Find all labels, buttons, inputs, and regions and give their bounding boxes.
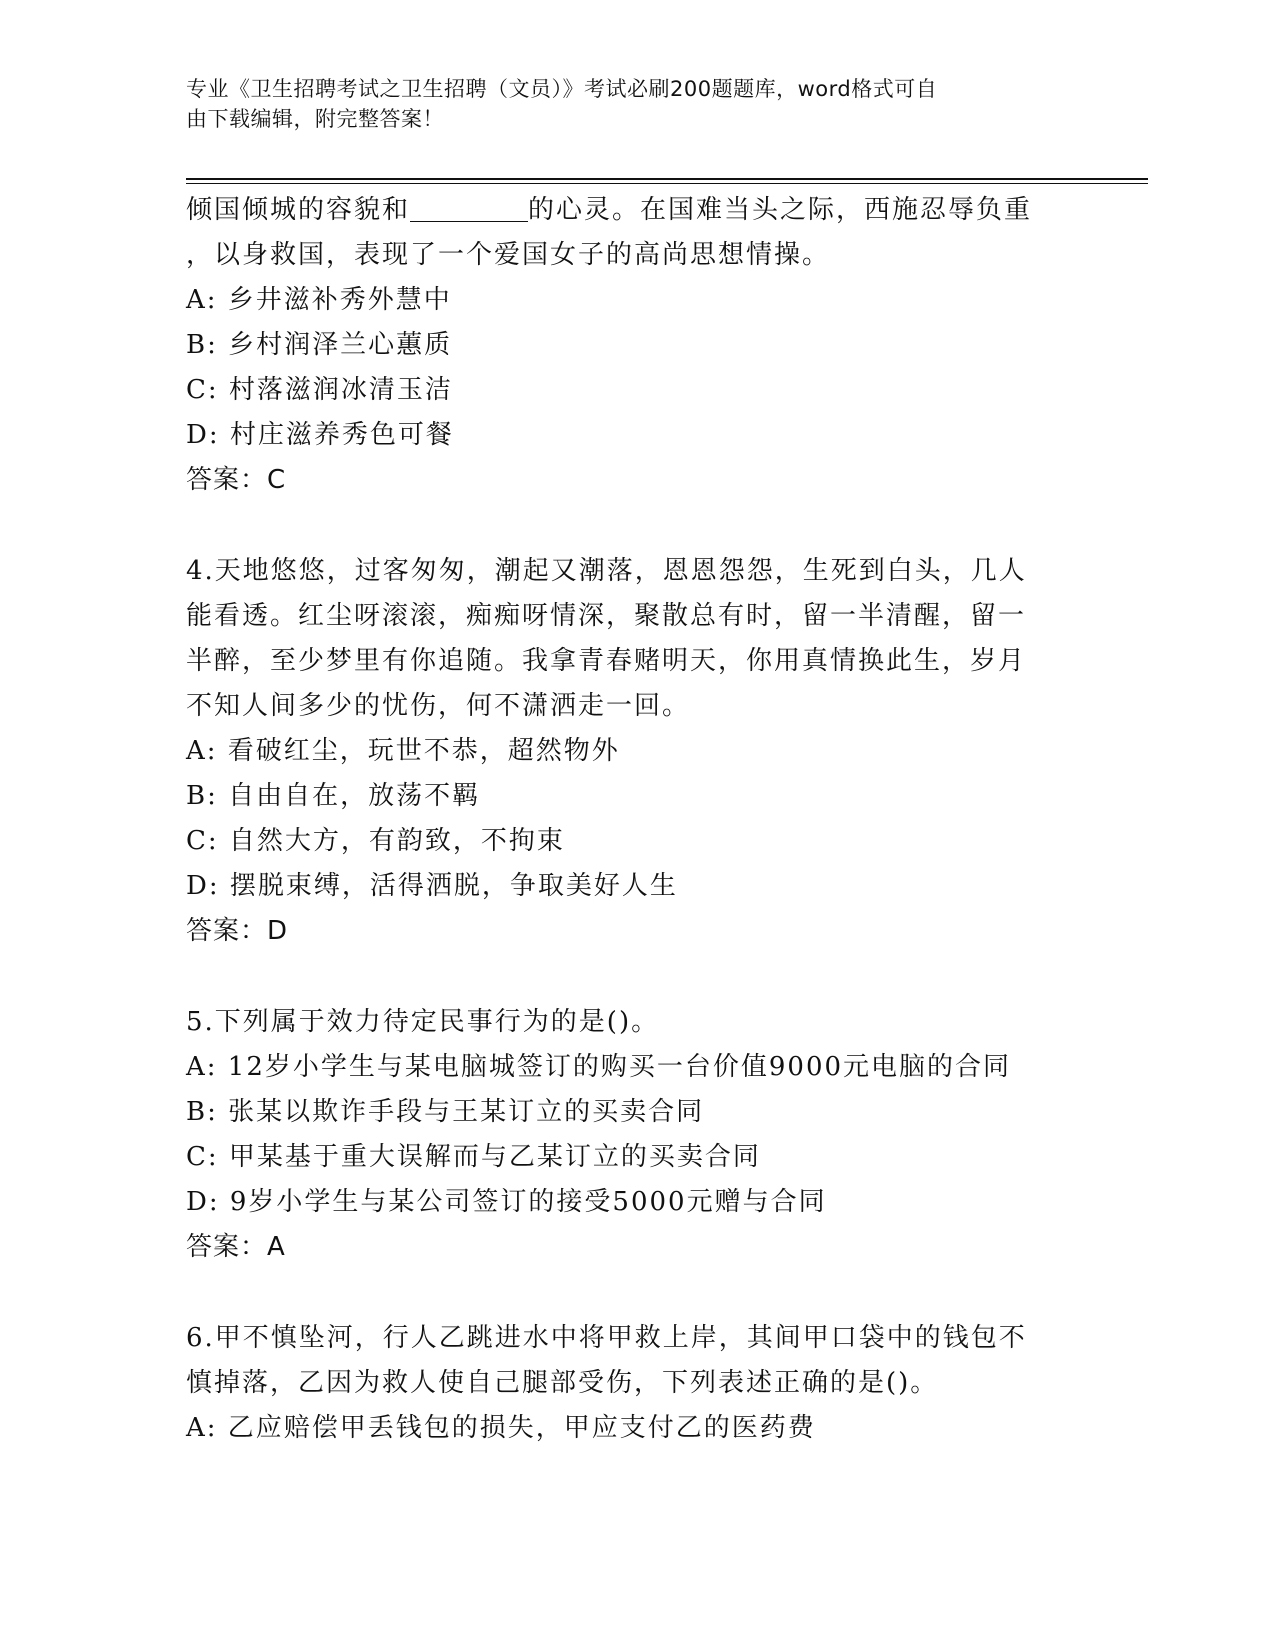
header-title-line-1: 专业《卫生招聘考试之卫生招聘（文员）》考试必刷200题题库，word格式可自	[186, 77, 938, 101]
option-d: D: 摆脱束缚，活得洒脱，争取美好人生	[186, 871, 678, 901]
option-a: A: 乡井滋补秀外慧中	[186, 285, 452, 315]
option-c: C: 村落滋润冰清玉洁	[186, 375, 453, 405]
option-d: D: 9岁小学生与某公司签订的接受5000元赠与合同	[186, 1187, 827, 1217]
answer: 答案：A	[186, 1232, 286, 1262]
question-6	[186, 1316, 1086, 1451]
question-spacer	[186, 503, 1086, 549]
question-stem-line: 4.天地悠悠，过客匆匆，潮起又潮落，恩恩怨怨，生死到白头，几人	[186, 556, 1027, 586]
option-b: B: 乡村润泽兰心蕙质	[186, 330, 453, 360]
header-divider-thick	[186, 178, 1148, 180]
header-title-line-2: 由下载编辑，附完整答案！	[186, 107, 444, 131]
question-5	[186, 1000, 1086, 1270]
option-a: A: 12岁小学生与某电脑城签订的购买一台价值9000元电脑的合同	[186, 1052, 1012, 1082]
document-header	[186, 74, 1066, 134]
question-stem-text: 倾国倾城的容貌和	[186, 195, 411, 225]
option-a: A: 看破红尘，玩世不恭，超然物外	[186, 736, 620, 766]
question-4	[186, 549, 1086, 954]
fill-in-blank	[410, 195, 528, 222]
question-stem-line: ，以身救国，表现了一个爱国女子的高尚思想情操。	[186, 240, 831, 270]
answer: 答案：C	[186, 465, 287, 495]
option-d: D: 村庄滋养秀色可餐	[186, 420, 454, 450]
question-stem-line: 不知人间多少的忧伤，何不潇洒走一回。	[186, 691, 691, 721]
question-spacer	[186, 1270, 1086, 1316]
option-c: C: 甲某基于重大误解而与乙某订立的买卖合同	[186, 1142, 761, 1172]
question-spacer	[186, 954, 1086, 1000]
header-divider-thin	[186, 183, 1148, 184]
question-stem-line: 6.甲不慎坠河，行人乙跳进水中将甲救上岸，其间甲口袋中的钱包不	[186, 1323, 1027, 1353]
question-stem-text: 的心灵。在国难当头之际，西施忍辱负重	[528, 195, 1033, 225]
option-b: B: 自由自在，放荡不羁	[186, 781, 481, 811]
question-content	[186, 188, 1086, 1451]
question-stem-line: 5.下列属于效力待定民事行为的是()。	[186, 1007, 660, 1037]
option-b: B: 张某以欺诈手段与王某订立的买卖合同	[186, 1097, 705, 1127]
question-stem-line: 能看透。红尘呀滚滚，痴痴呀情深，聚散总有时，留一半清醒，留一	[186, 601, 1027, 631]
question-stem-line: 半醉，至少梦里有你追随。我拿青春赌明天，你用真情换此生，岁月	[186, 646, 1027, 676]
option-a: A: 乙应赔偿甲丢钱包的损失，甲应支付乙的医药费	[186, 1413, 816, 1443]
option-c: C: 自然大方，有韵致，不拘束	[186, 826, 565, 856]
answer: 答案：D	[186, 916, 289, 946]
question-stem-line: 慎掉落，乙因为救人使自己腿部受伤，下列表述正确的是()。	[186, 1368, 939, 1398]
question-stem-line	[186, 188, 1086, 233]
question-3	[186, 188, 1086, 503]
